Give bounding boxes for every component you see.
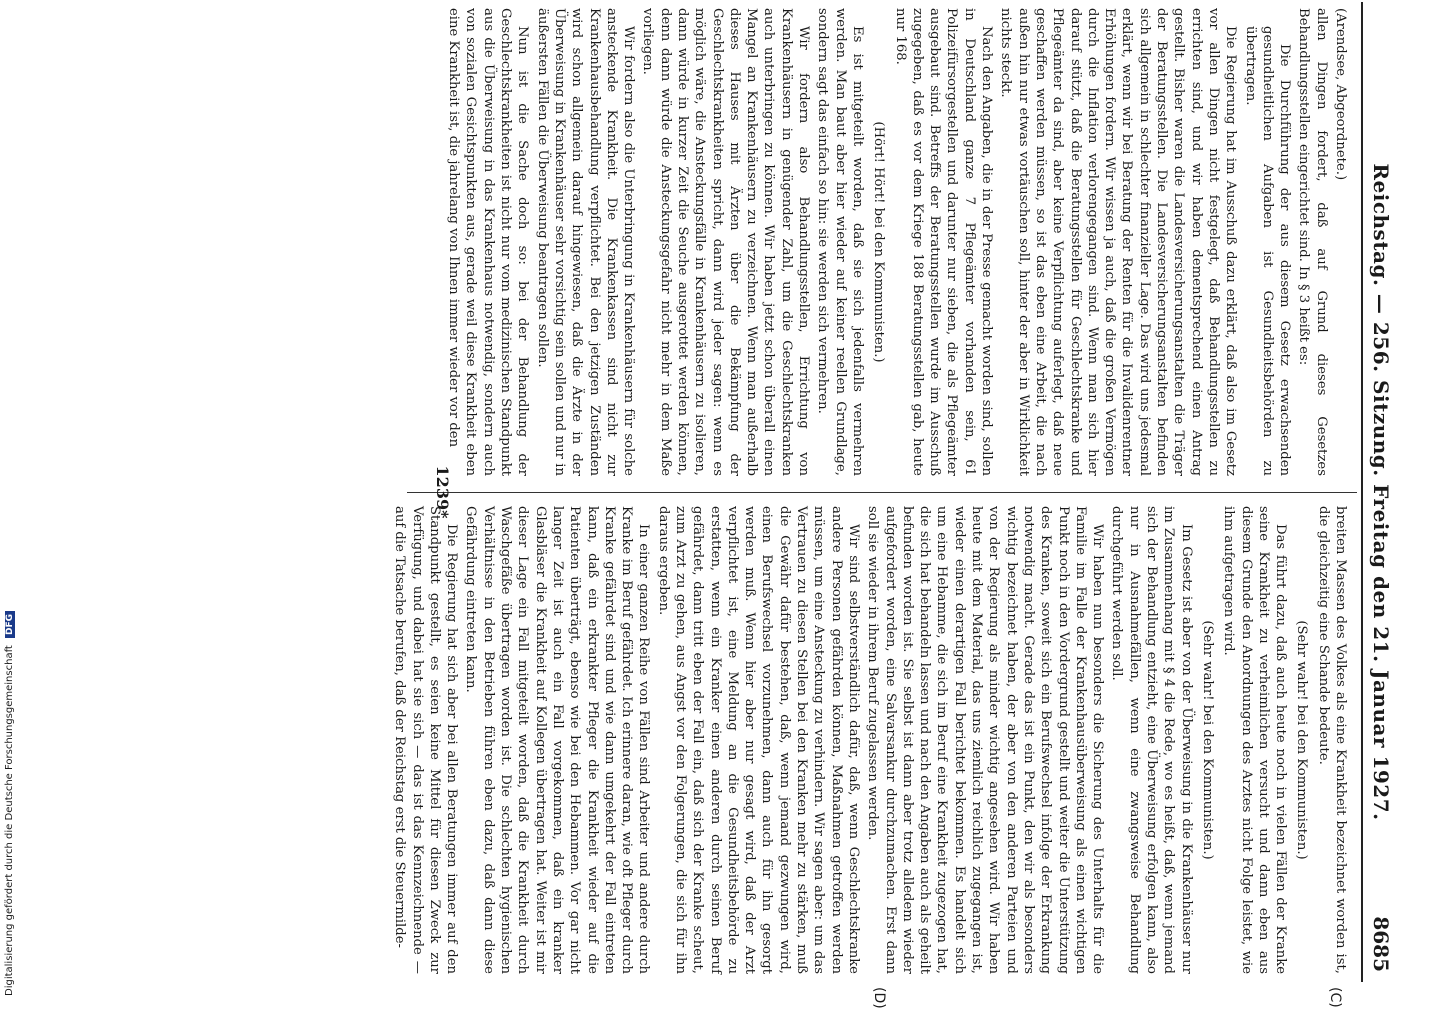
speaker-line: (Arendsee, Abgeordnete.) bbox=[1333, 8, 1348, 181]
header-rule bbox=[1361, 2, 1363, 982]
page-number: 8685 bbox=[1369, 916, 1393, 972]
paragraph: Wir haben nun besonders die Sicherung des Unterhalts für die Familie im Falle der Krankenhausüberweisung als einen wichtigen Punkt noch in den Vordergrund gestellt und weiter die Unterstützung des Kranken, soweit sich ein Berufswechsel infolge der Erkrankung notwendig macht. Gerade das ist ein Punkt, den wir als besonders wichtig bezeichnet haben, der aber von den anderen Parteien und von der Regierung als minder wichtig angesehen wird. Wir haben heute mit dem Material, das uns ziemlich reichlich zugegangen ist, wieder einen derartigen Fall berichtet bekommen. Es handelt sich um eine Hebamme, die sich im Beruf eine Krankheit zugezogen hat, die sich hat behandeln lassen und nach den Angaben auch als geheilt befunden worden ist. Sie selbst ist dann aber trotz alledem wieder aufgefordert worden, eine Salvarsankur durchzumachen. Erst dann soll sie wieder in ihrem Beruf zugelassen werden. bbox=[865, 506, 1106, 974]
paragraph: Wir fordern also Behandlungsstellen, Errichtung von Krankenhäusern in genügender Zahl, um die Geschlechtskranken auch unterbringen zu können. Wir haben jetzt schon überall einen Mangel an Krankenhäusern zu verzeichnen. Wenn man außerhalb dieses Hauses mit Ärzten über die Bekämpfung der Geschlechtskrankheiten spricht, dann wird jeder sagen: wenn es möglich wäre, die Ansteckungsfälle in Krankenhäusern zu isolieren, dann würde in kurzer Zeit die Seuche ausgerottet werden können, denn dann würde die Ansteckungsgefahr nicht mehr in dem Maße vorliegen. bbox=[640, 8, 812, 476]
header-title: Reichstag. — 256. Sitzung. Freitag den 21. Januar 1927. bbox=[1369, 163, 1393, 821]
paragraph: In einer ganzen Reihe von Fällen sind Arbeiter und andere durch Kranke im Beruf gefährdet. Ich erinnere daran, wie oft Pfleger durch Kranke gefährdet sind und wie dann umgekehrt der Fall eintreten kann, daß ein erkrankter Pfleger die Krankheit wieder auf die Patienten überträgt, ebenso wie bei den Hebammen. Vor gar nicht langer Zeit ist auch ein Fall vorgekommen, daß ein kranker Glasbläser die Krankheit auf Kollegen übertragen hat. Weiter ist mir dieser Lage ein Fall mitgeteilt worden, daß die Krankheit durch Waschgefäße übertragen worden ist. Die schlechten hygienischen Verhältnisse in den Betrieben führen eben dazu, daß dann diese Gefährdung eintreten kann. bbox=[463, 506, 652, 974]
interjection: (Hört! Hört! bei den Kommunisten.) bbox=[871, 121, 887, 363]
paragraph: Wir fordern also die Unterbringung in Krankenhäusern für solche ansteckende Krankheit. Die Krankenkassen sind nicht zur Krankenhausbehandlung verpflichtet. Bei den jetzigen Zuständen wird schon allgemein darauf hingewiesen, daß die Ärzte in der Überweisung in Krankenhäuser sehr vorsichtig sein sollen und nur in äußersten Fällen die Überweisung beantragen sollen. bbox=[534, 8, 637, 476]
dfg-logo: DFG bbox=[5, 611, 15, 638]
paragraph: Das führt dazu, daß auch heute noch in vielen Fällen der Kranke seine Krankheit zu verheimlichen versucht und dann eben aus diesem Grunde den Anordnungen des Arztes nicht Folge leistet, wie ihm aufgetragen wird. bbox=[1221, 506, 1289, 974]
right-column bbox=[392, 506, 1349, 974]
paragraph: Im Gesetz ist aber von der Überweisung in die Krankenhäuser nur im Zusammenhang mit § 4 die Rede, wo es heißt, daß, wenn jemand sich der Behandlung entzieht, eine Überweisung erfolgen kann, also nur in Ausnahmefällen, wenn eine zwangsweise Behandlung durchgeführt werden soll. bbox=[1109, 506, 1194, 974]
paragraph: Die Regierung hat im Ausschuß dazu erklärt, daß also im Gesetz vor allen Dingen nicht festgelegt, daß Behandlungsstellen zu errichten sind, und wir haben dementsprechend einen Antrag gestellt. Bisher waren die Landesversicherungsanstalten die Träger der Beratungsstellen. Die Landesversicherungsanstalten befinden sich allgemein in schlechter finanzieller Lage. Das wird uns jedesmal erklärt, wenn wir bei Beratung der Renten für die Invalidenrentner Erhöhungen fordern. Wir wissen ja auch, daß die großen Vermögen durch die Inflation verlorengegangen sind. Wenn man sich hier darauf stützt, daß die Beratungsstellen für Geschlechtskranke und Pflegeämter da sind, aber keine Verpflichtung auferlegt, daß neue geschaffen werden müssen, so ist das eben eine Arbeit, die nach außen hin nur etwas vortäuschen soll, hinter der aber in Wirklichkeit nichts steckt. bbox=[998, 8, 1239, 476]
paragraph: Es ist mitgeteilt worden, daß sie sich jedenfalls vermehren werden. Man baut aber hier wieder auf keiner reellen Grundlage, sondern sagt das einfach so hin: sie werden sich vermehren. bbox=[815, 8, 865, 476]
interjection: (Sehr wahr! bei den Kommunisten.) bbox=[1294, 620, 1310, 860]
margin-mark-c: (C) bbox=[1327, 987, 1343, 1008]
paragraph: Wir sind selbstverständlich dafür, daß, wenn Geschlechtskranke andere Personen gefährden können, Maßnahmen getroffen werden müssen, um eine Ansteckung zu verhindern. Wir sagen aber: um das Vertrauen zu diesen Stellen bei den Kranken mehr zu stärken, muß die Gewähr dafür bestehen, daß, wenn jemand gezwungen wird, einen Berufswechsel vorzunehmen, dann auch für ihn gesorgt werden muß. Wenn hier aber nur gesagt wird, daß der Arzt verpflichtet ist, eine Meldung an die Gesundheitsbehörde zu erstatten, wenn ein Kranker einen anderen durch seinen Beruf gefährdet, dann tritt eben der Fall ein, daß sich der Kranke scheut, zum Arzt zu gehen, aus Angst vor den Folgerungen, die sich für ihn daraus ergeben. bbox=[655, 506, 861, 974]
paragraph: Nun ist die Sache doch so: bei der Behandlung der Geschlechtskrankheiten ist nicht nur vom medizinischen Standpunkt aus die Überweisung in das Krankenhaus notwendig, sondern auch von sozialen Gesichtspunkten aus, gerade weil diese Krankheit eben eine Krankheit ist, die jahrelang von Ihnen immer wieder vor den bbox=[446, 8, 531, 476]
paragraph: Nach den Angaben, die in der Presse gemacht worden sind, sollen in Deutschland ganze 7 Pflegeämter vorhanden sein, 61 Polizeifürsorgestellen und darunter nur sieben, die als Pflegeämter ausgebaut sind. Betreffs der Beratungsstellen wurde im Ausschuß zugegeben, daß es vor dem Kriege 188 Beratungsstellen gab, heute nur 168. bbox=[892, 8, 995, 476]
interjection: (Sehr wahr! bei den Kommunisten.) bbox=[1199, 620, 1215, 860]
document-page bbox=[62, 2, 1407, 1009]
margin-mark-d: (D) bbox=[871, 987, 887, 1009]
paragraph: Die Regierung hat sich aber bei allen Beratungen immer auf den Standpunkt gestellt, es seien keine Mittel für diesen Zweck zur Verfügung, und dabei hat sie sich — das ist das Kennzeichnende — auf die Tatsache berufen, daß der Reichstag erst die Steuermilde- bbox=[392, 506, 460, 974]
paragraph: breiten Massen des Volkes als eine Krankheit bezeichnet worden ist, die gleichzeitig eine Schande bedeute. bbox=[1315, 506, 1348, 974]
side-credit-text: Digitalisierung gefördert durch die Deutsche Forschungsgemeinschaft bbox=[4, 645, 15, 996]
quote: Die Durchführung der aus diesem Gesetz erwachsenden gesundheitlichen Aufgaben ist Gesundheitsbehörden zu übertragen. bbox=[1242, 26, 1293, 476]
sheet-mark: 1239* bbox=[433, 465, 452, 519]
column-divider bbox=[407, 492, 1357, 493]
side-credit-strip bbox=[0, 0, 22, 1000]
paragraph: allen Dingen fordert, daß auf Grund dieses Gesetzes Behandlungsstellen eingerichtet sind. In § 3 heißt es: bbox=[1296, 8, 1329, 476]
left-column bbox=[446, 8, 1349, 476]
page-header bbox=[1359, 2, 1399, 982]
